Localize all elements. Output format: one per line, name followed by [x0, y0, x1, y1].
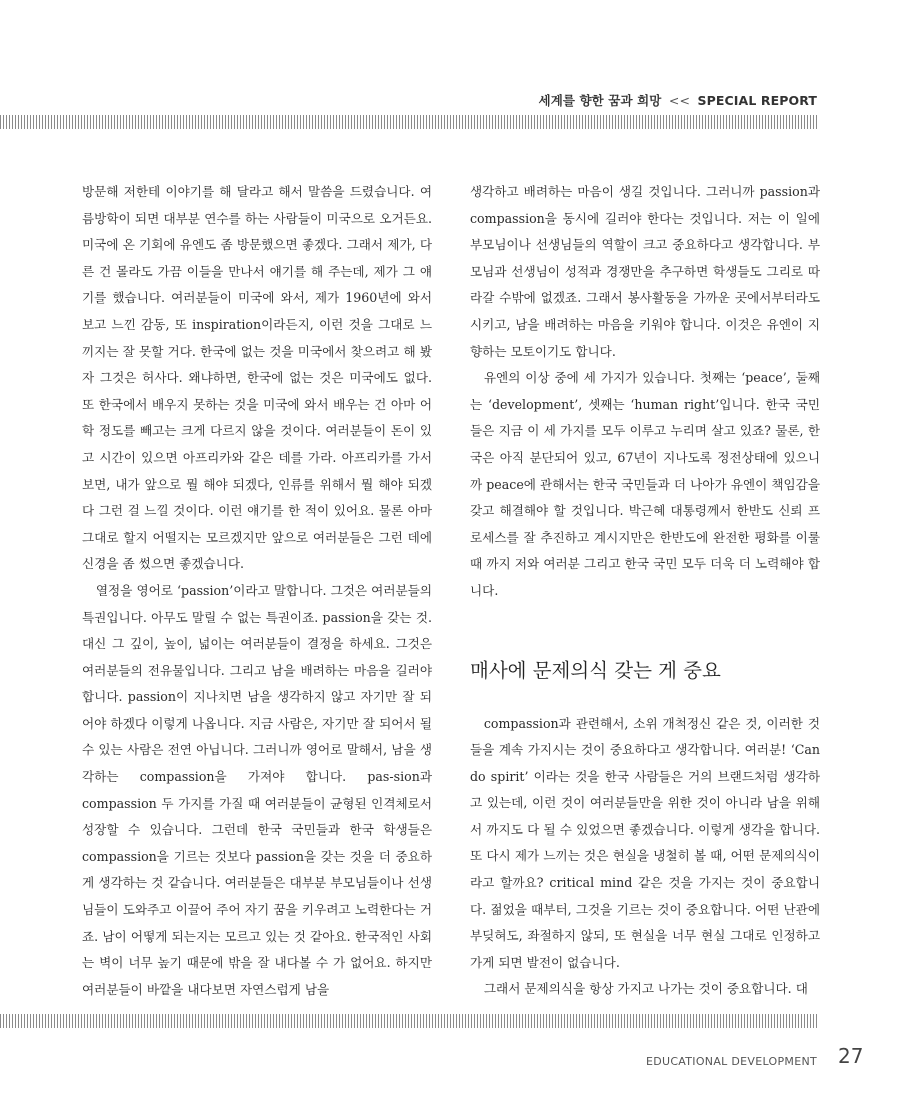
body-paragraph: 그래서 문제의식을 항상 가지고 나가는 것이 중요합니다. 대: [483, 981, 808, 997]
body-paragraph: 생각하고 배려하는 마음이 생길 것입니다. 그러니까 passion과 compassion을 동시에 길러야 한다는 것입니다. 저는 이 일에 부모님이나 선생님들의 역할이 크고 중요하다고 생각합니다. 부모님과 선생님이 성적과 경쟁만을 추구하면 학생들도 그리로 따라갈 수밖에 없겠죠. 그래서 봉사활동을 가까운 곳에서부터라도 시키고, 남을 배려하는 마음을 키워야 합니다. 이것은 유엔이 지향하는 모토이기도 합니다.: [470, 184, 820, 359]
top-decorative-rule: [0, 115, 819, 129]
header-report-label: SPECIAL REPORT: [697, 93, 817, 108]
left-text-column: [82, 179, 432, 1003]
page-number: 27: [838, 1044, 864, 1068]
running-header: [539, 91, 817, 109]
footer-publication-label: EDUCATIONAL DEVELOPMENT: [645, 1055, 817, 1068]
right-text-column: [470, 179, 820, 1003]
header-separator: <<: [668, 93, 691, 108]
header-section-title: 세계를 향한 꿈과 희망: [538, 93, 662, 108]
body-paragraph: 열정을 영어로 ‘passion’이라고 말합니다. 그것은 여러분들의 특권입니다. 아무도 말릴 수 없는 특권이죠. passion을 갖는 것. 대신 그 깊이, 높이, 넓이는 여러분들이 결정을 하세요. 그것은 여러분들의 전유물입니다. 그리고 남을 배려하는 마음을 길러야 합니다. passion이 지나치면 남을 생각하지 않고 자기만 잘 되어야 하겠다 이렇게 나옵니다. 지금 사람은, 자기만 잘 되어서 될 수 있는 사람은 전연 아닙니다. 그러니까 영어로 말해서, 남을 생각하는 compassion을 가져야 합니다. pas-sion과 compassion 두 가지를 가질 때 여러분들이 균형된 인격체로서 성장할 수 있습니다. 그런데 한국 국민들과 한국 학생들은 compassion을 기르는 것보다 passion을 갖는 것을 더 중요하게 생각하는 것 같습니다. 여러분들은 대부분 부모님들이나 선생님들이 도와주고 이끌어 주어 자기 꿈을 키우려고 노력한다는 거죠. 남이 어떻게 되는지는 모르고 있는 것 같아요. 한국적인 사회는 벽이 너무 높기 때문에 밖을 잘 내다볼 수 가 없어요. 하지만 여러분들이 바깥을 내다보면 자연스럽게 남을: [82, 582, 432, 997]
body-paragraph: 유엔의 이상 중에 세 가지가 있습니다. 첫째는 ‘peace’, 둘째는 ‘development’, 셋째는 ‘human right’입니다. 한국 국민들은 지금 이 세 가지를 모두 이루고 누리며 살고 있죠? 물론, 한국은 아직 분단되어 있고, 67년이 지나도록 정전상태에 있으니까 peace에 관해서는 한국 국민들과 더 나아가 유엔이 책임감을 갖고 해결해야 할 것입니다. 박근혜 대통령께서 한반도 신뢰 프로세스를 잘 추진하고 계시지만은 한반도에 완전한 평화를 이룰 때 까지 저와 여러분 그리고 한국 국민 모두 더욱 더 노력해야 합니다.: [470, 370, 820, 598]
section-heading: 매사에 문제의식 갖는 게 중요: [470, 658, 721, 682]
body-paragraph: 방문해 저한테 이야기를 해 달라고 해서 말씀을 드렸습니다. 여름방학이 되면 대부분 연수를 하는 사람들이 미국으로 오거든요. 미국에 온 기회에 유엔도 좀 방문했으면 좋겠다. 그래서 제가, 다른 건 몰라도 가끔 이들을 만나서 얘기를 해 주는데, 제가 그 얘기를 했습니다. 여러분들이 미국에 와서, 제가 1960년에 와서 보고 느낀 감동, 또 inspiration이라든지, 이런 것을 그대로 느끼지는 잘 못할 거다. 한국에 없는 것을 미국에서 찾으려고 해 봤자 그것은 허사다. 왜냐하면, 한국에 없는 것은 미국에도 없다. 또 한국에서 배우지 못하는 것을 미국에 와서 배우는 건 아마 어학 정도를 빼고는 크게 다르지 않을 것이다. 여러분들이 돈이 있고 시간이 있으면 아프리카와 같은 데를 가라. 아프리카를 가서 보면, 내가 앞으로 뭘 해야 되겠다, 인류를 위해서 뭘 해야 되겠다 그런 걸 느낄 것이다. 이런 얘기를 한 적이 있어요. 물론 아마 그대로 할지 어떨지는 모르겠지만 앞으로 여러분들은 그런 데에 신경을 좀 썼으면 좋겠습니다.: [82, 184, 432, 572]
body-paragraph: compassion과 관련해서, 소위 개척정신 같은 것, 이러한 것들을 계속 가지시는 것이 중요하다고 생각합니다. 여러분! ‘Can do spirit’ 이라는 것을 한국 사람들은 거의 브랜드처럼 생각하고 있는데, 이런 것이 여러분들만을 위한 것이 아니라 남을 위해서 까지도 다 될 수 있었으면 좋겠습니다. 이렇게 생각을 합니다. 또 다시 제가 느끼는 것은 현실을 냉철히 볼 때, 어떤 문제의식이라고 할까요? critical mind 같은 것을 가지는 것이 중요합니다. 젊었을 때부터, 그것을 기르는 것이 중요합니다. 어떤 난관에 부딪혀도, 좌절하지 않되, 또 현실을 너무 현실 그대로 인정하고 가게 되면 발전이 없습니다.: [470, 715, 820, 970]
bottom-decorative-rule: [0, 1014, 819, 1028]
